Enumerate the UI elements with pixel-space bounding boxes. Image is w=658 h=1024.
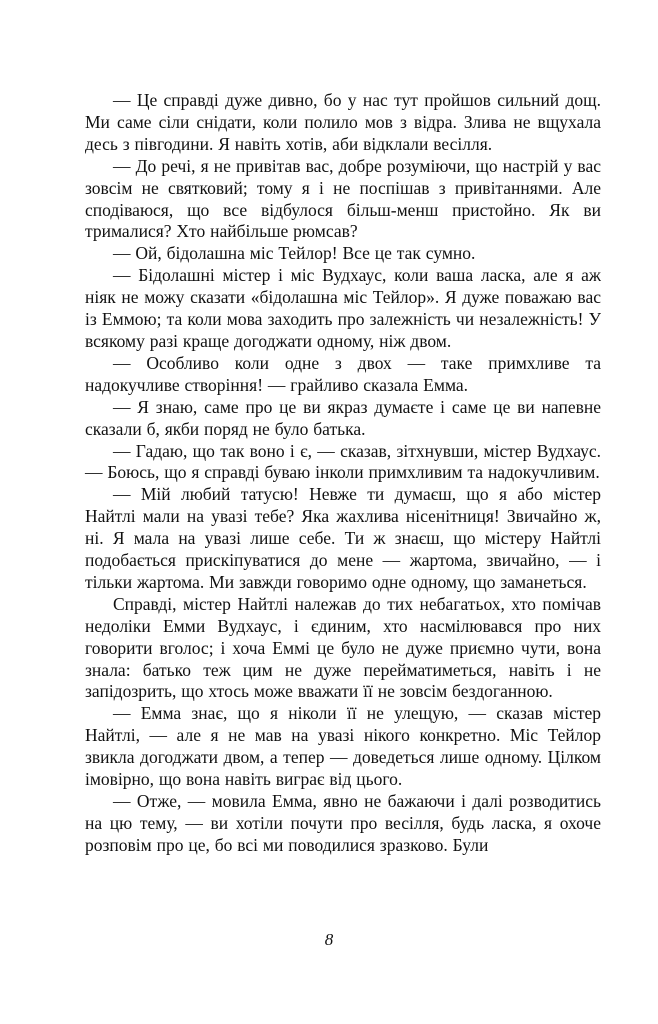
paragraph: — Мій любий татусю! Невже ти думаєш, що я або містер Найтлі мали на увазі тебе? Яка жахлива нісенітниця! Звичайно ж, ні. Я мала на увазі лише себе. Ти ж знаєш, що містеру Найтлі подобається прискіпуватися до мене — жартома, звичайно, — і тільки жартома. Ми завжди говоримо одне одному, що заманеться. [85,484,601,592]
paragraph: — Емма знає, що я ніколи її не улещую, — сказав містер Найтлі, — але я не мав на увазі нікого конкретно. Міс Тейлор звикла догоджати двом, а тепер — доведеться лише одному. Цілком імовірно, що вона навіть виграє від цього. [85,703,601,790]
paragraph: — Це справді дуже дивно, бо у нас тут пройшов сильний дощ. Ми саме сіли снідати, коли полило мов з відра. Злива не вщухала десь з півгодини. Я навіть хотів, аби відклали весілля. [85,90,601,154]
paragraph: — Ой, бідолашна міс Тейлор! Все це так сумно. [113,243,476,264]
paragraph: — Особливо коли одне з двох — таке примхливе та надокучливе створіння! — грайливо сказала Емма. [85,352,601,395]
paragraph: — Отже, — мовила Емма, явно не бажаючи і далі розводитись на цю тему, — ви хотіли почути про весілля, будь ласка, я охоче розповім про це, бо всі ми поводилися зразково. Були [85,791,601,855]
paragraph: Справді, містер Найтлі належав до тих небагатьох, хто помічав недоліки Емми Вудхаус, і єдиним, хто насмілювався про них говорити вголос; і хоча Еммі це було не дуже приємно чути, вона знала: батько теж цим не дуже перейматиметься, навіть і не запідозрить, що хтось може вважати її не зовсім бездоганною. [85,593,601,702]
page-number: 8 [324,930,334,949]
paragraph: — Я знаю, саме про це ви якраз думаєте і саме це ви напевне сказали б, якби поряд не було батька. [85,396,601,439]
paragraph: — Бідолашні містер і міс Вудхаус, коли ваша ласка, але я аж ніяк не можу сказати «бідолашна міс Тейлор». Я дуже поважаю вас із Еммою; та коли мова заходить про залежність чи незалежність! У всякому разі краще догоджати одному, ніж двом. [85,265,601,351]
paragraph: — До речі, я не привітав вас, добре розуміючи, що настрій у вас зовсім не святковий; тому я і не поспішав з привітаннями. Але сподіваюся, що все відбулося більш-менш пристойно. Як ви трималися? Хто найбільше рюмсав? [85,155,601,242]
paragraph: — Гадаю, що так воно і є, — сказав, зітхнувши, містер Вудхаус. — Боюсь, що я справді буваю інколи примхливим та надокучливим. [85,440,601,483]
text-block [85,90,601,857]
